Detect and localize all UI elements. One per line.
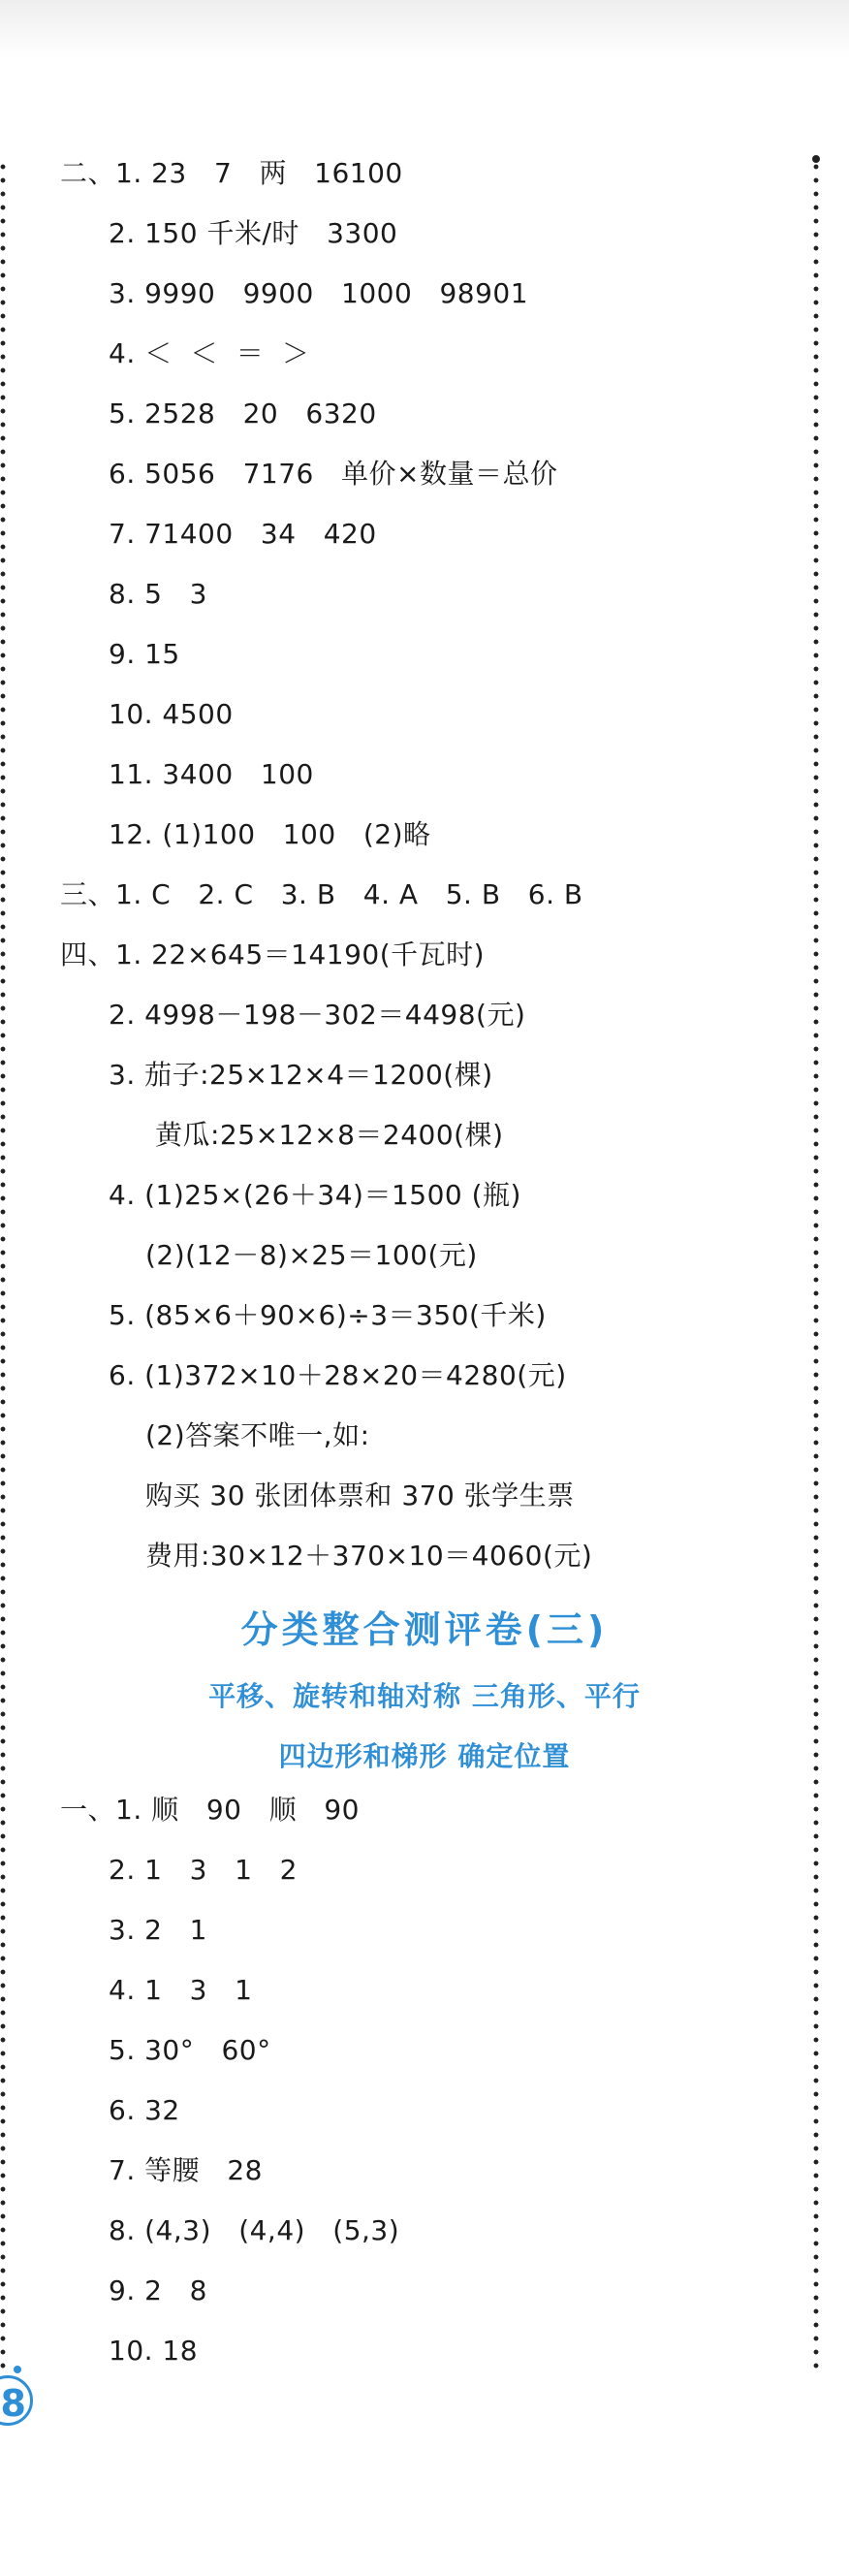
section1-q1: 一、1. 顺 90 顺 90 <box>60 1794 360 1826</box>
section4-q5: 5. (85×6＋90×6)÷3＝350(千米) <box>109 1299 547 1331</box>
section4-q4a: 4. (1)25×(26＋34)＝1500 (瓶) <box>109 1179 521 1211</box>
right-dotted-border <box>813 160 819 2375</box>
section4-q2: 2. 4998－198－302＝4498(元) <box>109 999 526 1031</box>
section2-q10: 10. 4500 <box>109 698 234 730</box>
section4-q1: 四、1. 22×645＝14190(千瓦时) <box>60 938 486 970</box>
section1-q4: 4. 1 3 1 <box>109 1974 253 2006</box>
test-subtitle-line1: 平移、旋转和轴对称 三角形、平行 <box>208 1680 641 1712</box>
section1-q9: 9. 2 8 <box>109 2274 207 2306</box>
top-shade <box>0 0 849 58</box>
section4-q3a: 3. 茄子:25×12×4＝1200(棵) <box>109 1059 493 1091</box>
section2-q8: 8. 5 3 <box>109 578 207 610</box>
right-border-end-dot <box>812 155 820 163</box>
test-title: 分类整合测评卷(三) <box>240 1608 609 1651</box>
section4-q6c: 购买 30 张团体票和 370 张学生票 <box>145 1479 575 1511</box>
left-dotted-border <box>0 160 6 2375</box>
section1-q3: 3. 2 1 <box>109 1914 207 1946</box>
section2-q1: 二、1. 23 7 两 16100 <box>60 157 403 189</box>
section2-q9: 9. 15 <box>109 638 180 670</box>
section1-q6: 6. 32 <box>109 2094 180 2126</box>
page-badge-dot <box>14 2366 21 2373</box>
section1-q8: 8. (4,3) (4,4) (5,3) <box>109 2214 400 2246</box>
section1-q10: 10. 18 <box>109 2335 199 2367</box>
section3-answers: 三、1. C 2. C 3. B 4. A 5. B 6. B <box>60 878 583 910</box>
section2-q11: 11. 3400 100 <box>109 758 314 790</box>
section1-q7: 7. 等腰 28 <box>109 2154 263 2186</box>
section4-q6d: 费用:30×12＋370×10＝4060(元) <box>145 1540 593 1572</box>
section2-q4: 4. ＜ ＜ ＝ ＞ <box>109 337 310 369</box>
page-number: 8 <box>0 2375 33 2426</box>
section2-q2: 2. 150 千米/时 3300 <box>109 217 398 249</box>
section1-q2: 2. 1 3 1 2 <box>109 1854 298 1886</box>
section2-q3: 3. 9990 9900 1000 98901 <box>109 277 529 309</box>
section1-q5: 5. 30° 60° <box>109 2034 271 2066</box>
test-subtitle-line2: 四边形和梯形 确定位置 <box>278 1740 571 1772</box>
section4-q3b: 黄瓜:25×12×8＝2400(棵) <box>155 1119 504 1151</box>
section2-q7: 7. 71400 34 420 <box>109 518 377 550</box>
section4-q6a: 6. (1)372×10＋28×20＝4280(元) <box>109 1359 567 1391</box>
section2-q5: 5. 2528 20 6320 <box>109 398 377 429</box>
section4-q4b: (2)(12－8)×25＝100(元) <box>145 1239 478 1271</box>
section4-q6b: (2)答案不唯一,如: <box>145 1419 370 1451</box>
section2-q6: 6. 5056 7176 单价×数量＝总价 <box>109 458 558 490</box>
section2-q12: 12. (1)100 100 (2)略 <box>109 818 431 850</box>
